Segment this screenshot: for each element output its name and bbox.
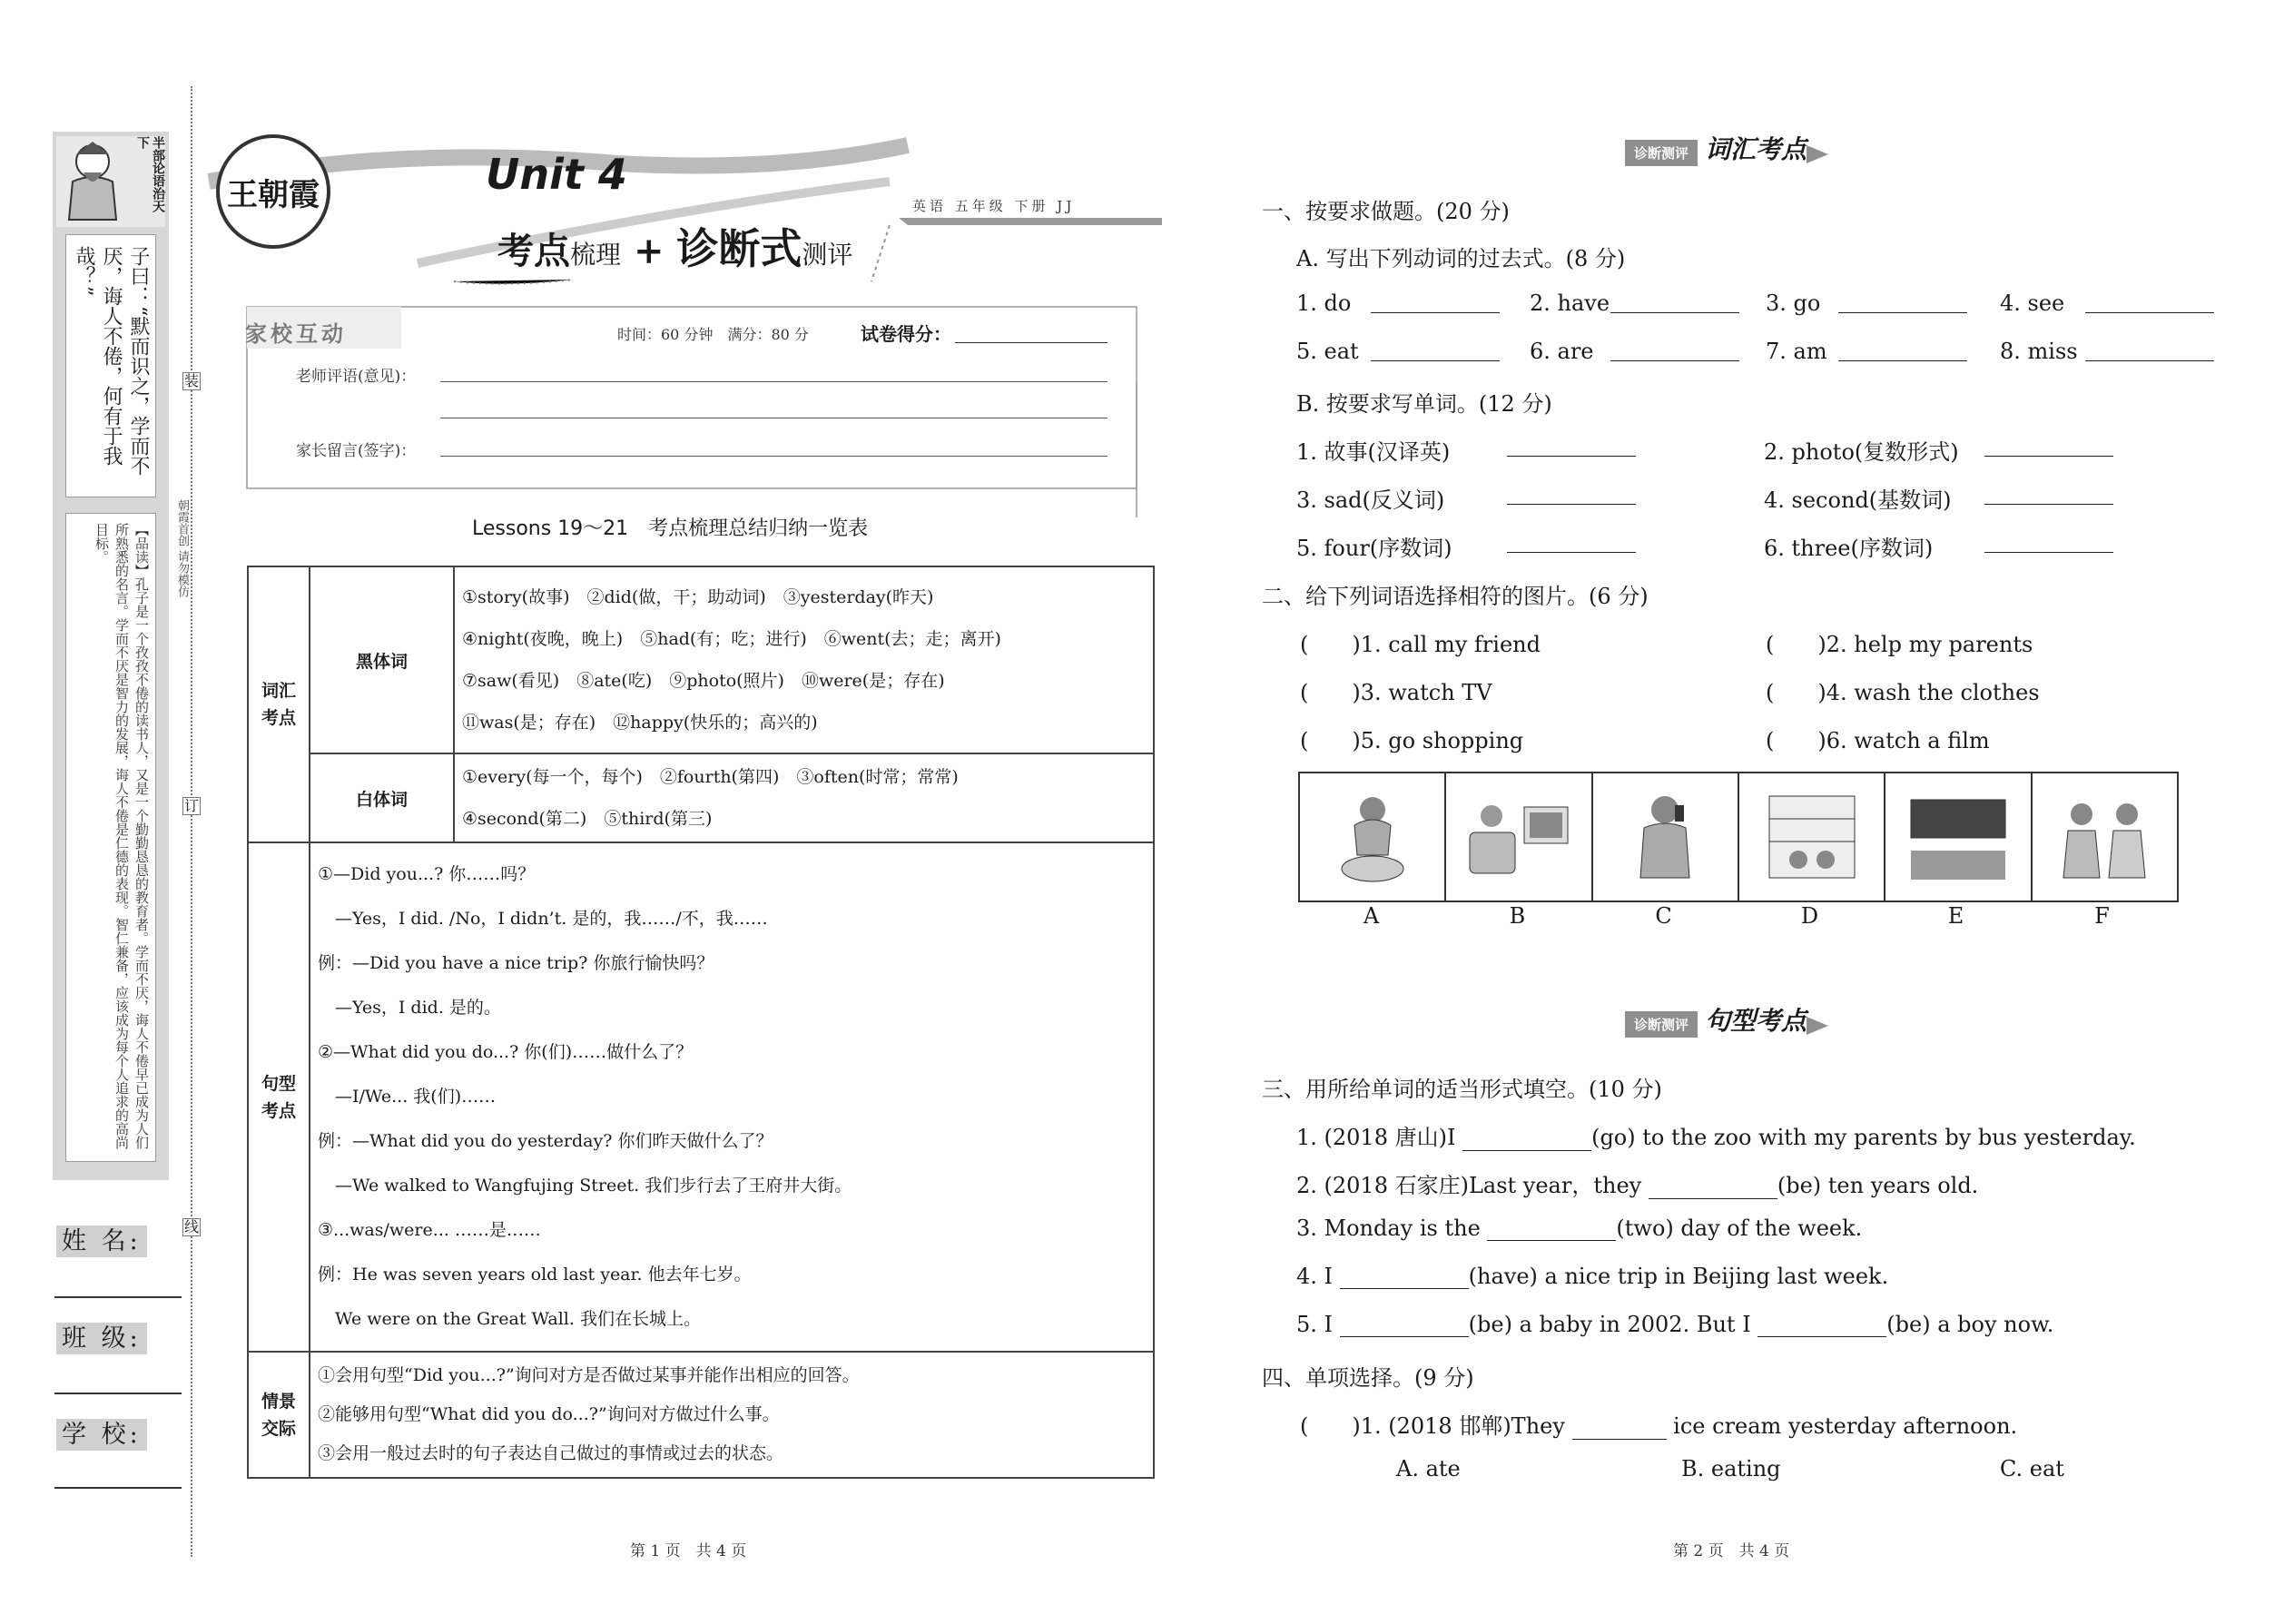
list-item: —Yes，I did. 是的。 [318, 998, 501, 1018]
picture-b [1446, 773, 1592, 901]
binding-mark: 订 [183, 797, 199, 814]
calling-friend-icon [1624, 787, 1706, 887]
list-item: ④night(夜晚，晚上) ⑤had(有；吃；进行) ⑥went(去；走；离开) [462, 629, 1001, 649]
list-item: ①every(每一个，每个) ②fourth(第四) ③often(时常；常常) [462, 767, 959, 787]
answer-blank[interactable] [1984, 482, 2113, 505]
binding-mark: 线 [183, 1218, 199, 1235]
verb-item [1530, 290, 1610, 316]
answer-blank[interactable] [1371, 290, 1500, 313]
picture-c [1593, 773, 1739, 901]
picture-label: E [1947, 903, 1964, 929]
list-item: ①story(故事) ②did(做，干；助动词) ③yesterday(昨天) [462, 587, 934, 607]
subtitle-part: 考点 [497, 230, 570, 272]
summary-title: Lessons 19～21 考点梳理总结归纳一览表 [472, 517, 869, 540]
verb-item [2000, 290, 2064, 316]
subtitle-part: 梳理 [570, 240, 622, 270]
verb-word: 4. see [2000, 290, 2065, 316]
washing-clothes-icon [1332, 787, 1413, 887]
picture-label: D [1800, 903, 1819, 929]
shopping-icon [1762, 787, 1862, 887]
subsection-heading: B. 按要求写单词。(12 分) [1296, 391, 1552, 417]
picture-strip [1298, 772, 2179, 902]
brand-logo [216, 134, 330, 249]
section-heading: 四、单项选择。(9 分) [1262, 1365, 1474, 1391]
fill-text: (be) a boy now. [1886, 1312, 2054, 1337]
fill-item [1296, 1119, 2136, 1151]
name-field[interactable] [56, 1221, 147, 1256]
teacher-comment-line[interactable] [440, 381, 1108, 382]
word-item: 5. four(序数词) [1296, 536, 1452, 561]
helping-parents-icon [2050, 787, 2159, 887]
sentence-category [248, 842, 310, 1352]
banner-title: 句型考点 [1705, 1006, 1807, 1036]
unit-title: Unit 4 [486, 150, 627, 199]
school-field[interactable] [56, 1414, 147, 1450]
list-item: ⑪was(是；存在) ⑫happy(快乐的；高兴的) [462, 713, 818, 733]
picture-label: C [1655, 903, 1672, 929]
binding-line [191, 86, 192, 1557]
choice-option[interactable]: A. ate [1396, 1456, 1461, 1481]
sidebar-reading: 【品读】孔子是一个孜孜不倦的读书人，又是一个勤勤恳恳的教育者。学而不厌，诲人不倦早已成为人们所熟悉的名言。学而不厌是智力的发展，诲人不倦是仁德的表现。智仁兼备，应该成为每个人追求的高尚目标。 [65, 513, 156, 1162]
word-item: 3. sad(反义词) [1296, 487, 1445, 513]
list-item: —We walked to Wangfujing Street. 我们步行去了王府井大街。 [318, 1176, 852, 1196]
name-underline [54, 1296, 182, 1298]
fill-text: (two) day of the week. [1616, 1216, 1863, 1241]
fill-text: 3. Monday is the [1296, 1216, 1488, 1241]
list-item: 例：He was seven years old last year. 他去年七岁。 [318, 1265, 752, 1284]
class-underline [54, 1393, 182, 1394]
school-underline [54, 1487, 182, 1489]
verb-word: 3. go [1766, 290, 1821, 316]
bold-words-cell [454, 566, 1154, 753]
verb-word: 7. am [1766, 339, 1827, 364]
school-label: 学 校: [56, 1419, 147, 1451]
match-item[interactable]: ( )2. help my parents [1766, 632, 2033, 657]
match-item[interactable]: ( )1. call my friend [1300, 632, 1541, 657]
list-item: ①—Did you...? 你……吗？ [318, 864, 536, 884]
scene-label: 情景交际 [261, 1391, 296, 1439]
verb-word: 8. miss [2000, 339, 2078, 364]
answer-blank[interactable] [1572, 1417, 1667, 1440]
score-label: 试卷得分： [861, 323, 951, 345]
list-item: 例：—What did you do yesterday? 你们昨天做什么了？ [318, 1131, 773, 1151]
picture-f [2033, 773, 2177, 901]
answer-blank[interactable] [1984, 434, 2113, 457]
list-item: —I/We... 我(们)…… [318, 1087, 497, 1107]
fill-item [1296, 1216, 1862, 1241]
picture-a [1300, 773, 1446, 901]
list-item: ②—What did you do...? 你(们)……做什么了？ [318, 1042, 694, 1062]
banner-tag: 诊断测评 [1625, 140, 1698, 166]
picture-d [1739, 773, 1885, 901]
verb-word: 5. eat [1296, 339, 1359, 364]
banner-tag: 诊断测评 [1625, 1011, 1698, 1038]
list-item: ②能够用句型“What did you do...?”询问对方做过什么事。 [318, 1404, 780, 1424]
subsection-heading: A. 写出下列动词的过去式。(8 分) [1296, 246, 1626, 271]
fill-text: (be) a baby in 2002. But I [1468, 1312, 1758, 1337]
copyright-note: 朝霞首创 请勿模仿 [175, 499, 189, 598]
word-item: 6. three(序数词) [1764, 536, 1934, 561]
list-item: ⑦saw(看见) ⑧ate(吃) ⑨photo(照片) ⑩were(是；存在) [462, 671, 945, 691]
fill-item [1296, 1264, 1888, 1289]
binding-mark: 装 [183, 372, 199, 389]
time-info: 时间：60 分钟 满分：80 分 [617, 326, 809, 343]
list-item: ④second(第二) ⑤third(第三) [462, 809, 713, 829]
scene-cell [310, 1352, 1154, 1478]
answer-blank[interactable] [1649, 1176, 1777, 1199]
name-label: 姓 名: [56, 1225, 147, 1257]
answer-blank[interactable] [1487, 1218, 1616, 1241]
teacher-comment-label: 老师评语(意见)： [296, 368, 417, 386]
choice-option[interactable]: C. eat [2000, 1456, 2064, 1481]
fill-text: 1. (2018 唐山)I [1296, 1125, 1463, 1150]
white-words-cell [454, 753, 1154, 842]
answer-blank[interactable] [2085, 290, 2214, 313]
question-text: ice cream yesterday afternoon. [1666, 1413, 2018, 1439]
arrow-icon [1807, 1017, 1828, 1035]
vocab-label: 词汇考点 [261, 681, 296, 728]
fill-text: (have) a nice trip in Beijing last week. [1468, 1264, 1889, 1289]
answer-blank[interactable] [1462, 1128, 1591, 1151]
answer-blank[interactable] [1984, 530, 2113, 553]
subtitle-plus: + [633, 230, 665, 272]
section-heading: 三、用所给单词的适当形式填空。(10 分) [1262, 1077, 1662, 1102]
fill-text: (be) ten years old. [1777, 1173, 1979, 1198]
table-row [248, 842, 1154, 1352]
verb-item [1296, 339, 1359, 364]
watching-tv-icon [1464, 787, 1573, 887]
answer-blank[interactable] [1371, 339, 1500, 361]
list-item: ③会用一般过去时的句子表达自己做过的事情或过去的状态。 [318, 1443, 784, 1463]
grade-tags: 英语 五年级 下册 JJ [912, 198, 1076, 214]
scene-category [248, 1352, 310, 1478]
picture-e [1885, 773, 2032, 901]
answer-blank[interactable] [1838, 339, 1967, 361]
match-item[interactable]: ( )6. watch a film [1766, 728, 1990, 753]
verb-item [1530, 339, 1594, 364]
parent-note-label: 家长留言(签字)： [296, 442, 417, 460]
question-text: ( )1. (2018 邯郸)They [1300, 1413, 1572, 1439]
verb-word: 2. have [1530, 290, 1610, 316]
vocab-banner [1625, 130, 1828, 164]
list-item: ③...was/were... ……是…… [318, 1220, 541, 1240]
answer-blank[interactable] [2085, 339, 2214, 361]
answer-blank[interactable] [1838, 290, 1967, 313]
confucius-figure-icon [56, 136, 129, 223]
picture-label: A [1363, 903, 1380, 929]
verb-item [2000, 339, 2078, 364]
table-row [248, 753, 1154, 842]
fill-text: (go) to the zoo with my parents by bus yesterday. [1591, 1125, 2136, 1150]
list-item: We were on the Great Wall. 我们在长城上。 [318, 1309, 701, 1329]
picture-label: B [1509, 903, 1526, 929]
score-input[interactable] [955, 342, 1108, 343]
home-school-label: 家校互动 [245, 320, 347, 347]
fill-item [1296, 1312, 2053, 1337]
sentence-cell [310, 842, 1154, 1352]
sidebar-quote: 子曰：“默而识之，学而不厌，诲人不倦，何有于我哉？” [65, 234, 156, 497]
class-label: 班 级: [56, 1323, 147, 1354]
vocab-category [248, 566, 310, 842]
answer-blank[interactable] [1610, 339, 1739, 361]
fill-text: 4. I [1296, 1264, 1340, 1289]
table-row [248, 566, 1154, 753]
answer-blank[interactable] [1340, 1266, 1469, 1289]
match-item[interactable]: ( )5. go shopping [1300, 728, 1524, 753]
subtitle-part: 测评 [802, 240, 853, 270]
verb-word: 6. are [1530, 339, 1594, 364]
fill-text: 2. (2018 石家庄)Last year，they [1296, 1173, 1649, 1198]
white-words-label: 白体词 [310, 753, 454, 842]
verb-item [1766, 339, 1827, 364]
answer-blank[interactable] [1507, 530, 1636, 553]
word-item: 4. second(基数词) [1764, 487, 1952, 513]
choice-question [1300, 1408, 2017, 1440]
list-item: 例：—Did you have a nice trip? 你旅行愉快吗？ [318, 953, 714, 973]
banner-title: 词汇考点 [1705, 134, 1807, 164]
sentence-banner [1625, 1001, 1828, 1036]
table-row [248, 1352, 1154, 1478]
picture-label: F [2094, 903, 2110, 929]
list-item: —Yes，I did. /No，I didn’t. 是的，我……/不，我…… [318, 909, 768, 929]
choice-option[interactable]: B. eating [1681, 1456, 1781, 1481]
word-item: 2. photo(复数形式) [1764, 439, 1959, 465]
section-heading: 二、给下列词语选择相符的图片。(6 分) [1262, 584, 1649, 609]
answer-blank[interactable] [1340, 1314, 1469, 1337]
answer-blank[interactable] [1610, 290, 1739, 313]
answer-blank[interactable] [1507, 434, 1636, 457]
answer-blank[interactable] [1757, 1314, 1886, 1337]
section-heading: 一、按要求做题。(20 分) [1262, 199, 1510, 224]
logo-text: 王朝霞 [227, 176, 320, 213]
match-item[interactable]: ( )3. watch TV [1300, 680, 1492, 705]
summary-table [247, 566, 1155, 1479]
match-item[interactable]: ( )4. wash the clothes [1766, 680, 2040, 705]
picture-labels [1298, 903, 2175, 929]
verb-item [1766, 290, 1820, 316]
page-number: 第 1 页 共 4 页 [630, 1542, 747, 1560]
sidebar-slogan: 半部论语治天下 [135, 136, 165, 212]
fill-text: 5. I [1296, 1312, 1340, 1337]
word-item: 1. 故事(汉译英) [1296, 439, 1451, 465]
class-field[interactable] [56, 1318, 147, 1353]
answer-blank[interactable] [1507, 482, 1636, 505]
verb-item [1296, 290, 1351, 316]
bold-words-label: 黑体词 [310, 566, 454, 753]
arrow-icon [1807, 145, 1828, 163]
page-subtitle [497, 216, 852, 276]
cinema-icon [1904, 787, 2013, 887]
subtitle-part: 诊断式 [676, 224, 802, 273]
page-number: 第 2 页 共 4 页 [1673, 1542, 1790, 1560]
fill-item [1296, 1167, 1978, 1199]
verb-word: 1. do [1296, 290, 1352, 316]
sentence-label: 句型考点 [261, 1073, 296, 1121]
parent-note-line[interactable] [440, 456, 1108, 457]
list-item: ①会用句型“Did you...?”询问对方是否做过某事并能作出相应的回答。 [318, 1365, 860, 1385]
